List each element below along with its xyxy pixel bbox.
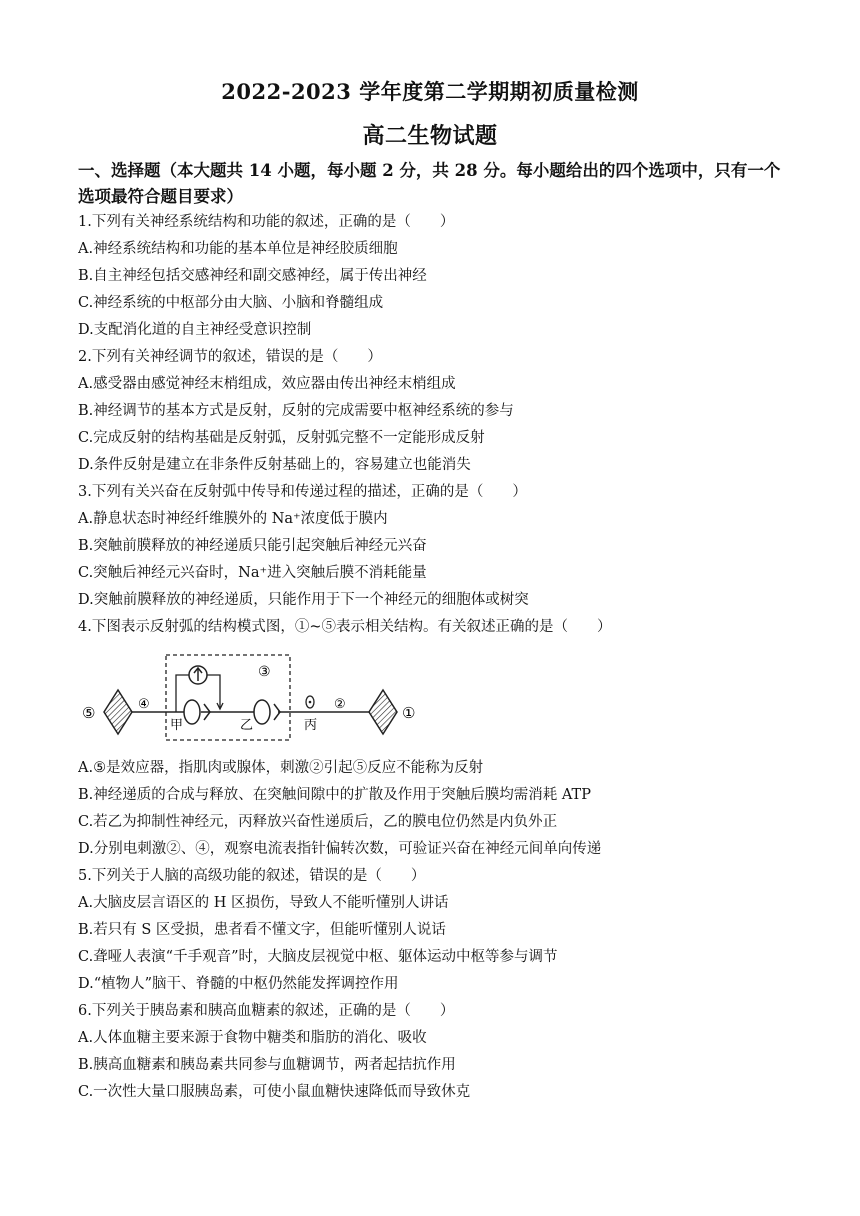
option: A.大脑皮层言语区的 H 区损伤，导致人不能听懂别人讲话 xyxy=(78,895,449,911)
label-1: ① xyxy=(402,704,416,722)
option: B.神经递质的合成与释放、在突触间隙中的扩散及作用于突触后膜均需消耗 ATP xyxy=(78,787,591,803)
question-stem: 4.下图表示反射弧的结构模式图，①~⑤表示相关结构。有关叙述正确的是（ ） xyxy=(78,619,612,635)
question-stem: 6.下列关于胰岛素和胰高血糖素的叙述，正确的是（ ） xyxy=(78,1003,455,1019)
label-2: ② xyxy=(334,697,346,712)
option: C.突触后神经元兴奋时，Na⁺进入突触后膜不消耗能量 xyxy=(78,565,427,581)
option: D.“植物人”脑干、脊髓的中枢仍然能发挥调控作用 xyxy=(78,976,399,992)
question-stem: 1.下列有关神经系统结构和功能的叙述，正确的是（ ） xyxy=(78,214,455,230)
label-yi: 乙 xyxy=(240,718,254,733)
receptor-right-shape xyxy=(369,690,397,734)
label-bing: 丙 xyxy=(304,718,318,733)
option: B.若只有 S 区受损，患者看不懂文字，但能听懂别人说话 xyxy=(78,922,446,938)
exam-subtitle: 高二生物试题 xyxy=(362,123,498,149)
question-stem: 5.下列关于人脑的高级功能的叙述，错误的是（ ） xyxy=(78,868,426,884)
receptor-left-shape xyxy=(104,690,132,734)
option: C.完成反射的结构基础是反射弧，反射弧完整不一定能形成反射 xyxy=(78,430,485,446)
option: D.分别电刺激②、④，观察电流表指针偏转次数，可验证兴奋在神经元间单向传递 xyxy=(78,841,602,857)
option: C.聋哑人表演“千手观音”时，大脑皮层视觉中枢、躯体运动中枢等参与调节 xyxy=(78,949,558,965)
option: C.一次性大量口服胰岛素，可使小鼠血糖快速降低而导致休克 xyxy=(78,1084,471,1100)
center-box xyxy=(166,655,290,740)
option: C.若乙为抑制性神经元，丙释放兴奋性递质后，乙的膜电位仍然是内负外正 xyxy=(78,814,558,830)
label-5: ⑤ xyxy=(82,704,96,722)
reflex-arc-diagram xyxy=(78,650,428,745)
label-4: ④ xyxy=(138,697,150,712)
questions-upper xyxy=(78,209,790,641)
option: A.人体血糖主要来源于食物中糖类和脂肪的消化、吸收 xyxy=(78,1030,427,1046)
question-stem: 3.下列有关兴奋在反射弧中传导和传递过程的描述，正确的是（ ） xyxy=(78,484,527,500)
questions-lower xyxy=(78,755,790,1106)
option: B.突触前膜释放的神经递质只能引起突触后神经元兴奋 xyxy=(78,538,427,554)
exam-title: 2022-2023 学年度第二学期期初质量检测 xyxy=(221,79,639,104)
section-heading: 一、选择题（本大题共 14 小题，每小题 2 分，共 28 分。每小题给出的四个选项中，只有一个选项最符合题目要求） xyxy=(78,161,781,206)
option: A.静息状态时神经纤维膜外的 Na⁺浓度低于膜内 xyxy=(78,511,388,527)
option: D.支配消化道的自主神经受意识控制 xyxy=(78,322,312,338)
option: A.⑤是效应器，指肌肉或腺体，刺激②引起⑤反应不能称为反射 xyxy=(78,760,484,776)
option: D.突触前膜释放的神经递质，只能作用于下一个神经元的细胞体或树突 xyxy=(78,592,529,608)
neuron-yi-body xyxy=(254,700,270,724)
label-3: ③ xyxy=(258,664,271,680)
option: A.神经系统结构和功能的基本单位是神经胶质细胞 xyxy=(78,241,398,257)
neuron-jia-body xyxy=(184,700,200,724)
question-stem: 2.下列有关神经调节的叙述，错误的是（ ） xyxy=(78,349,382,365)
option: B.自主神经包括交感神经和副交感神经，属于传出神经 xyxy=(78,268,427,284)
label-jia: 甲 xyxy=(170,718,184,733)
option: C.神经系统的中枢部分由大脑、小脑和脊髓组成 xyxy=(78,295,384,311)
option: A.感受器由感觉神经末梢组成，效应器由传出神经末梢组成 xyxy=(78,376,456,392)
option: B.胰高血糖素和胰岛素共同参与血糖调节，两者起拮抗作用 xyxy=(78,1057,456,1073)
option: D.条件反射是建立在非条件反射基础上的，容易建立也能消失 xyxy=(78,457,471,473)
option: B.神经调节的基本方式是反射，反射的完成需要中枢神经系统的参与 xyxy=(78,403,514,419)
